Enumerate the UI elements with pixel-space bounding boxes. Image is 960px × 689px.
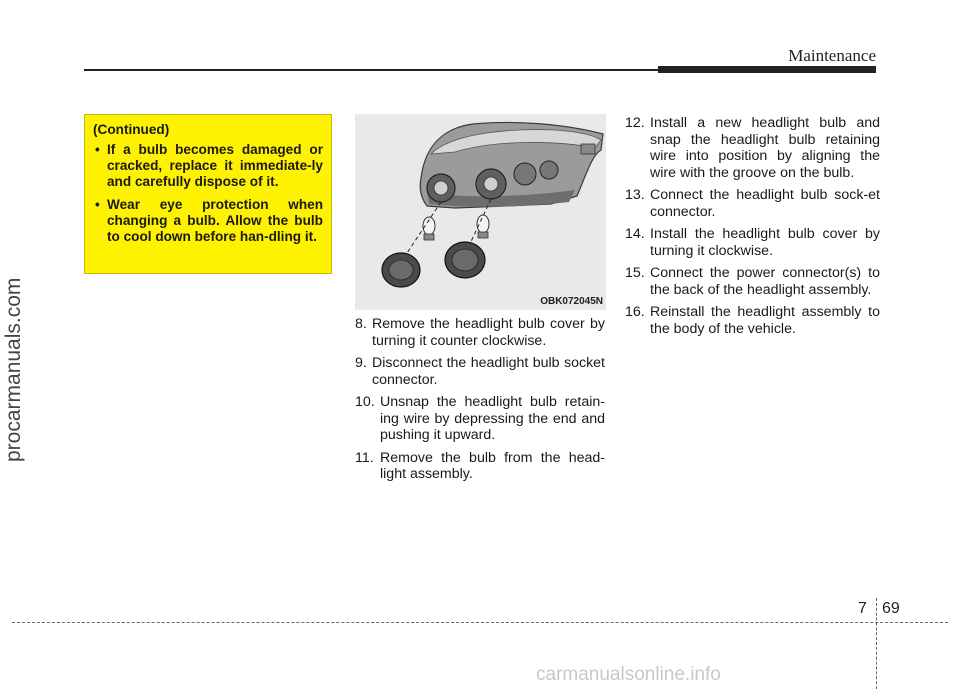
step-text: Disconnect the headlight bulb socket connector. — [372, 355, 605, 388]
step-text: Connect the power connector(s) to the back of the headlight assembly. — [650, 265, 880, 298]
step-item — [355, 355, 605, 388]
step-text: Unsnap the headlight bulb retain-ing wire by depressing the end and pushing it upward. — [380, 394, 605, 443]
figure-caption: OBK072045N — [540, 296, 603, 307]
step-number: 12. — [625, 115, 645, 131]
step-text: Install the headlight bulb cover by turning it clockwise. — [650, 226, 880, 259]
side-socket-2 — [540, 161, 558, 179]
bulb-cover-left-face — [389, 260, 413, 280]
header-bar — [658, 66, 876, 73]
headlight-assembly-illustration — [355, 114, 606, 310]
warning-box — [84, 114, 332, 274]
step-number: 9. — [355, 355, 367, 371]
step-item — [355, 450, 605, 483]
step-text: Reinstall the headlight assembly to the body of the vehicle. — [650, 304, 880, 337]
side-socket — [514, 163, 536, 185]
step-text: Remove the bulb from the head-light assembly. — [380, 449, 605, 482]
headlight-figure — [355, 114, 606, 310]
bulb-cover-right-face — [452, 249, 478, 271]
step-text: Install a new headlight bulb and snap the headlight bulb retaining wire into position by aligning the wire with the groove on the bulb. — [650, 115, 880, 181]
high-beam-socket-inner — [484, 177, 498, 191]
side-watermark: procarmanuals.com — [2, 277, 25, 462]
mount-tab — [581, 144, 595, 154]
header-rule — [84, 69, 658, 71]
section-title: Maintenance — [788, 46, 876, 65]
warning-list — [93, 142, 323, 245]
step-number: 10. — [355, 394, 375, 410]
page-number: 69 — [882, 600, 900, 617]
warning-bullet: • Wear eye protection when changing a bulb. Allow the bulb to cool down before han-dling it. — [93, 197, 323, 245]
bulb-right-base — [478, 232, 488, 238]
step-number: 15. — [625, 265, 645, 281]
bulb-right — [477, 215, 489, 233]
step-item — [355, 394, 605, 444]
step-item — [625, 187, 880, 220]
steps-column-3 — [625, 115, 880, 343]
step-item — [625, 304, 880, 337]
footer-divider — [876, 598, 877, 689]
bulb-left-base — [424, 234, 434, 240]
step-text: Remove the headlight bulb cover by turning it counter clockwise. — [372, 316, 605, 349]
step-number: 8. — [355, 316, 367, 332]
step-item — [625, 265, 880, 298]
step-item — [625, 226, 880, 259]
steps-column-2 — [355, 316, 605, 489]
step-item — [355, 316, 605, 349]
step-text: Connect the headlight bulb sock-et connector. — [650, 187, 880, 220]
step-number: 11. — [355, 449, 374, 466]
step-number: 16. — [625, 304, 645, 320]
low-beam-socket-inner — [434, 181, 448, 195]
footer-rule — [12, 622, 948, 623]
chapter-number: 7 — [858, 600, 867, 617]
step-number: 13. — [625, 187, 645, 203]
warning-continued: (Continued) — [93, 122, 170, 137]
warning-bullet: • If a bulb becomes damaged or cracked, replace it immediate-ly and carefully dispose of it. — [93, 142, 323, 190]
step-item — [625, 115, 880, 181]
bottom-watermark: carmanualsonline.info — [536, 664, 721, 685]
step-number: 14. — [625, 226, 645, 242]
